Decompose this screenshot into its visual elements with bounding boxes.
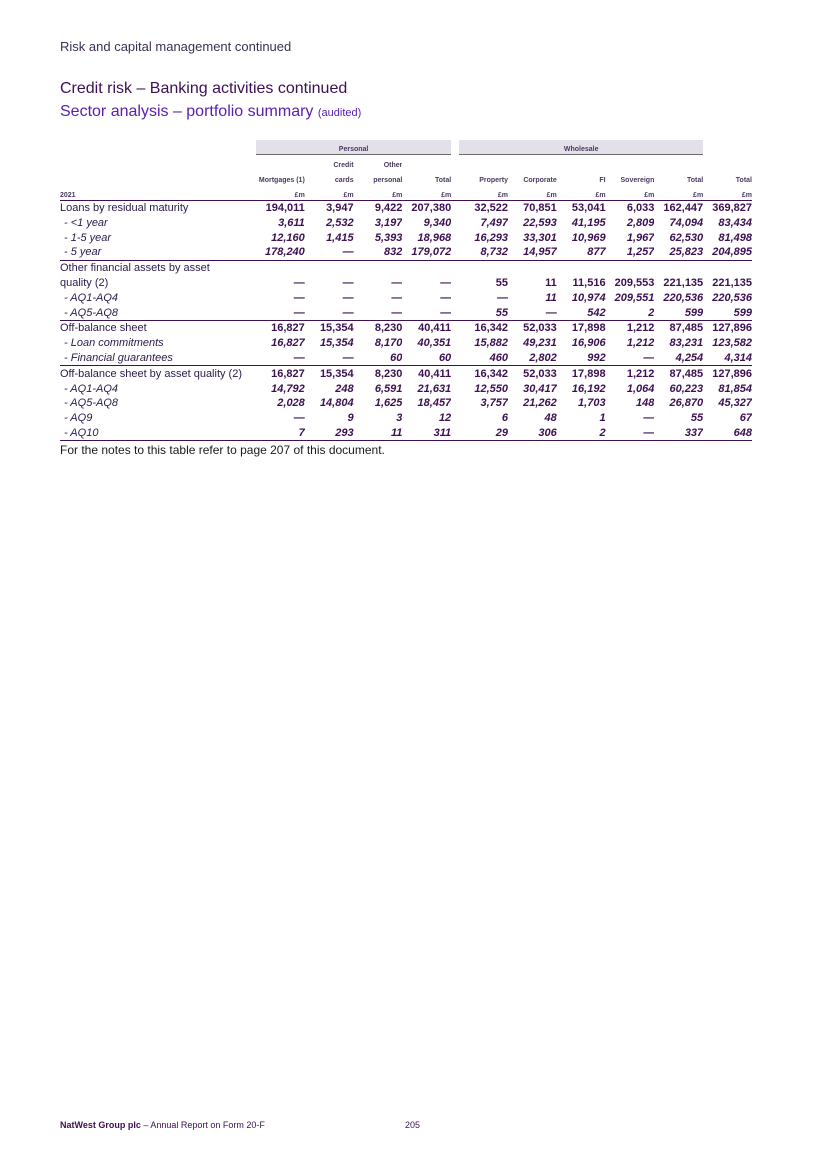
table-cell: 12,550 [474, 382, 508, 395]
table-cell: 1,257 [626, 246, 655, 259]
sector-analysis-table [60, 140, 752, 441]
table-cell: 11 [545, 277, 557, 290]
table-cell: 8,170 [374, 337, 403, 350]
row-label: - 1-5 year [64, 231, 112, 244]
row-label: - Loan commitments [64, 337, 164, 350]
page-title: Credit risk – Banking activities continued [60, 80, 348, 97]
table-cell: 1 [599, 412, 606, 425]
table-cell: 40,351 [417, 337, 452, 350]
footer-doc: – Annual Report on Form 20-F [140, 1120, 265, 1130]
table-cell: 220,536 [712, 291, 752, 304]
table-cell: 74,094 [669, 216, 704, 229]
table-cell: 127,896 [703, 321, 752, 336]
column-header: £m [693, 191, 704, 199]
table-cell: — [643, 412, 655, 425]
table-cell: 14,792 [271, 382, 305, 395]
table-row [60, 381, 752, 396]
table-cell: 1,064 [626, 382, 655, 395]
table-cell: 53,041 [557, 200, 606, 215]
spacer-cell [451, 411, 459, 426]
table-cell: — [342, 352, 354, 365]
table-cell: 16,906 [571, 337, 606, 350]
table-cell: 16,827 [256, 366, 305, 381]
column-header [459, 155, 508, 170]
table-cell: 877 [587, 246, 606, 259]
column-header [451, 155, 459, 170]
column-header: Total [735, 176, 752, 184]
table-cell: 337 [654, 426, 703, 441]
column-header-row [60, 185, 752, 200]
row-label: - AQ5-AQ8 [64, 397, 118, 410]
row-label: Off-balance sheet by asset quality (2) [60, 366, 256, 381]
table-row [60, 396, 752, 411]
table-cell: 14,804 [319, 397, 354, 410]
row-label: quality (2) [60, 277, 109, 290]
table-cell: — [342, 306, 354, 319]
table-row [60, 336, 752, 351]
table-cell: 599 [733, 306, 752, 319]
table-row [60, 290, 752, 305]
table-cell: 81,498 [718, 231, 752, 244]
column-header: £m [441, 191, 452, 199]
column-header [256, 155, 305, 170]
table-cell: — [545, 306, 557, 319]
table-cell [256, 260, 305, 275]
column-header [557, 155, 606, 170]
table-cell: 8,230 [354, 366, 403, 381]
spacer-cell [451, 260, 459, 275]
table-cell: 15,354 [319, 337, 354, 350]
table-cell: 2 [557, 426, 606, 441]
table-cell: 12,160 [271, 231, 305, 244]
table-cell [606, 260, 655, 275]
column-header [703, 155, 752, 170]
table-cell: 3 [396, 412, 403, 425]
table-cell: 7 [256, 426, 305, 441]
table-cell: 33,301 [523, 231, 557, 244]
table-cell: 70,851 [508, 200, 557, 215]
table-cell: — [293, 306, 305, 319]
table-cell: 83,231 [669, 337, 704, 350]
table-cell: 18,457 [417, 397, 452, 410]
table-cell: 40,411 [402, 366, 451, 381]
table-cell: 16,342 [459, 366, 508, 381]
table-cell: 207,380 [402, 200, 451, 215]
table-cell: 17,898 [557, 321, 606, 336]
table-cell: 55 [495, 306, 508, 319]
table-cell: 1,625 [374, 397, 403, 410]
table-cell: 16,192 [571, 382, 606, 395]
spacer-cell [451, 351, 459, 366]
table-cell: — [293, 277, 305, 290]
table-cell: 3,611 [278, 216, 305, 229]
table-cell: 87,485 [654, 366, 703, 381]
table-cell: 9,340 [423, 216, 452, 229]
table-cell: 1,212 [626, 337, 655, 350]
table-cell: 162,447 [654, 200, 703, 215]
table-cell: 2,809 [626, 216, 655, 229]
table-cell: 6,591 [374, 382, 403, 395]
table-cell: 5,393 [374, 231, 403, 244]
table-cell: 15,354 [305, 366, 354, 381]
page-subtitle [60, 103, 361, 121]
table-row [60, 411, 752, 426]
table-cell: — [293, 352, 305, 365]
table-cell: 60,223 [669, 382, 704, 395]
table-cell: 1,967 [626, 231, 655, 244]
table-row [60, 366, 752, 381]
table-row [60, 426, 752, 441]
table-cell: 992 [587, 352, 606, 365]
table-cell: 204,895 [712, 246, 752, 259]
row-label: - AQ1-AQ4 [64, 291, 118, 304]
table-row [60, 215, 752, 230]
table-cell: 10,974 [571, 291, 606, 304]
column-header: £m [644, 191, 655, 199]
table-cell: 8,732 [480, 246, 508, 259]
column-header [402, 155, 451, 170]
table-cell: 3,757 [480, 397, 508, 410]
spacer-cell [451, 290, 459, 305]
table-cell: 55 [690, 412, 704, 425]
section-header: Risk and capital management continued [60, 39, 292, 54]
table-cell: 221,135 [712, 277, 752, 290]
table-cell: 60 [390, 352, 403, 365]
table-cell: 16,827 [271, 337, 305, 350]
table-cell: 194,011 [256, 200, 305, 215]
table-cell: 81,854 [718, 382, 752, 395]
subtitle-text: Sector analysis – portfolio summary [60, 103, 314, 120]
group-header-row [60, 140, 752, 155]
table-cell: 9 [347, 412, 354, 425]
column-header: personal [373, 176, 403, 184]
table-cell: 22,593 [523, 216, 557, 229]
table-cell: 11 [354, 426, 403, 441]
table-cell: — [391, 291, 403, 304]
table-cell [402, 260, 451, 275]
table-cell: 45,327 [718, 397, 752, 410]
table-cell: 10,969 [571, 231, 606, 244]
spacer-cell [451, 230, 459, 245]
table-cell: 3,947 [305, 200, 354, 215]
row-label: - Financial guarantees [64, 352, 173, 365]
row-label: Loans by residual maturity [60, 200, 256, 215]
column-header: Total [434, 176, 452, 184]
footer-company: NatWest Group plc [60, 1120, 141, 1130]
page-number: 205 [405, 1120, 421, 1130]
table-cell: 648 [703, 426, 752, 441]
table-cell: 2,802 [529, 352, 557, 365]
table-cell: 209,551 [614, 291, 655, 304]
column-header: £m [595, 191, 606, 199]
column-header: Mortgages (1) [258, 176, 305, 184]
table-cell: 87,485 [654, 321, 703, 336]
table-cell: 40,411 [402, 321, 451, 336]
table-cell: — [440, 277, 452, 290]
table-cell [703, 260, 752, 275]
table-row [60, 230, 752, 245]
table-cell: 83,434 [718, 216, 752, 229]
column-header: £m [497, 191, 508, 199]
table-cell: 18,968 [417, 231, 452, 244]
table-cell: — [440, 291, 452, 304]
table-row [60, 260, 752, 275]
table-cell [354, 260, 403, 275]
table-cell: 220,536 [663, 291, 704, 304]
column-header [451, 170, 459, 185]
table-cell: 2,028 [277, 397, 305, 410]
table-row [60, 200, 752, 215]
table-cell: 209,553 [614, 277, 655, 290]
spacer-cell [451, 200, 459, 215]
audited-note: (audited) [317, 107, 362, 119]
table-cell: 67 [739, 412, 752, 425]
table-cell: 148 [636, 397, 655, 410]
spacer-cell [451, 215, 459, 230]
table-year: 2021 [60, 191, 76, 199]
table-cell: 599 [684, 306, 704, 319]
row-label: - AQ9 [64, 412, 93, 425]
table-cell: 123,582 [712, 337, 752, 350]
table-cell [305, 260, 354, 275]
table-cell: 248 [335, 382, 354, 395]
column-header: Property [479, 176, 508, 184]
table-cell: — [643, 352, 655, 365]
table-cell: 460 [489, 352, 508, 365]
table-cell [557, 260, 606, 275]
table-cell: 55 [495, 277, 508, 290]
column-header [60, 155, 256, 170]
table-cell: 369,827 [703, 200, 752, 215]
table-cell: 179,072 [411, 246, 452, 259]
table-cell: 311 [402, 426, 451, 441]
spacer-cell [451, 276, 459, 291]
table-cell: 21,631 [417, 382, 452, 395]
table-cell: 12 [438, 412, 452, 425]
table-cell: — [342, 277, 354, 290]
column-header: Total [686, 176, 704, 184]
table-cell: 9,422 [354, 200, 403, 215]
table-cell: — [293, 412, 305, 425]
table-cell: 62,530 [669, 231, 704, 244]
column-header [508, 155, 557, 170]
column-header [451, 185, 459, 200]
column-header [606, 155, 655, 170]
row-label: - <1 year [64, 216, 108, 229]
table-cell: — [440, 306, 452, 319]
column-header: £m [392, 191, 403, 199]
table-cell: 52,033 [508, 321, 557, 336]
table-row [60, 321, 752, 336]
table-cell: 293 [305, 426, 354, 441]
row-label: Off-balance sheet [60, 321, 256, 336]
column-header: £m [294, 191, 305, 199]
spacer-cell [451, 305, 459, 320]
column-header: Sovereign [620, 176, 655, 184]
row-label: - AQ1-AQ4 [64, 382, 118, 395]
table-cell: — [342, 246, 354, 259]
table-cell: 1,212 [606, 366, 655, 381]
table-cell: 17,898 [557, 366, 606, 381]
table-cell: 7,497 [480, 216, 508, 229]
row-label: - AQ10 [60, 426, 256, 441]
table-cell: 306 [508, 426, 557, 441]
column-header: £m [343, 191, 354, 199]
table-cell: 21,262 [523, 397, 557, 410]
table-cell: 32,522 [459, 200, 508, 215]
column-header: £m [741, 191, 752, 199]
table-cell: 16,827 [256, 321, 305, 336]
table-cell: 30,417 [523, 382, 557, 395]
table-cell [459, 260, 508, 275]
table-cell: 6 [501, 412, 508, 425]
row-label: - AQ5-AQ8 [64, 306, 118, 319]
table-cell: 15,882 [474, 337, 508, 350]
table-cell: 16,293 [474, 231, 508, 244]
table-cell: 60 [438, 352, 452, 365]
table-cell: — [391, 277, 403, 290]
table-cell: 8,230 [354, 321, 403, 336]
table-cell: 542 [587, 306, 606, 319]
table-cell: 48 [544, 412, 557, 425]
column-header: cards [334, 176, 354, 184]
table-cell: — [606, 426, 655, 441]
row-label: - 5 year [64, 246, 102, 259]
table-cell: 11,516 [572, 277, 606, 290]
group-personal: Personal [256, 140, 451, 155]
table-cell: 2 [648, 306, 655, 319]
column-header-row [60, 170, 752, 185]
table-cell: — [342, 291, 354, 304]
spacer-cell [451, 321, 459, 336]
table-cell: 41,195 [571, 216, 606, 229]
table-row [60, 276, 752, 291]
table-cell: 15,354 [305, 321, 354, 336]
table-cell: 11 [545, 291, 557, 304]
table-cell: — [391, 306, 403, 319]
table-cell: — [496, 291, 508, 304]
table-cell: 52,033 [508, 366, 557, 381]
table-row [60, 351, 752, 366]
spacer-cell [451, 381, 459, 396]
table-cell: 832 [384, 246, 403, 259]
column-header: FI [599, 176, 606, 184]
table-cell [508, 260, 557, 275]
column-header: Credit [333, 162, 354, 170]
table-cell: — [293, 291, 305, 304]
column-header [60, 170, 256, 185]
spacer-cell [451, 426, 459, 441]
table-cell: 1,703 [578, 397, 606, 410]
table-cell: 6,033 [606, 200, 655, 215]
footer [60, 1120, 265, 1130]
table-cell: 25,823 [669, 246, 704, 259]
table-cell: 178,240 [265, 246, 305, 259]
table-row [60, 305, 752, 320]
spacer-cell [451, 336, 459, 351]
table-row [60, 245, 752, 260]
table-cell: 3,197 [374, 216, 403, 229]
table-cell: 16,342 [459, 321, 508, 336]
column-header-row [60, 155, 752, 170]
table-cell: 1,415 [326, 231, 354, 244]
spacer-cell [451, 396, 459, 411]
table-cell: 4,254 [675, 352, 704, 365]
spacer-cell [451, 366, 459, 381]
column-header: Other [383, 162, 403, 170]
table-cell: 2,532 [326, 216, 354, 229]
table-cell: 221,135 [663, 277, 704, 290]
table-cell: 4,314 [724, 352, 752, 365]
row-label: Other financial assets by asset [60, 260, 256, 275]
table-cell: 1,212 [606, 321, 655, 336]
column-header: Corporate [523, 176, 557, 184]
table-cell: 49,231 [523, 337, 557, 350]
table-cell [654, 260, 703, 275]
group-wholesale: Wholesale [459, 140, 703, 155]
spacer-cell [451, 245, 459, 260]
column-header: £m [546, 191, 557, 199]
table-cell: 127,896 [703, 366, 752, 381]
table-cell: 14,957 [523, 246, 557, 259]
column-header [654, 155, 703, 170]
table-cell: 29 [459, 426, 508, 441]
table-cell: 26,870 [669, 397, 704, 410]
table-footnote: For the notes to this table refer to page 207 of this document. [60, 443, 385, 457]
